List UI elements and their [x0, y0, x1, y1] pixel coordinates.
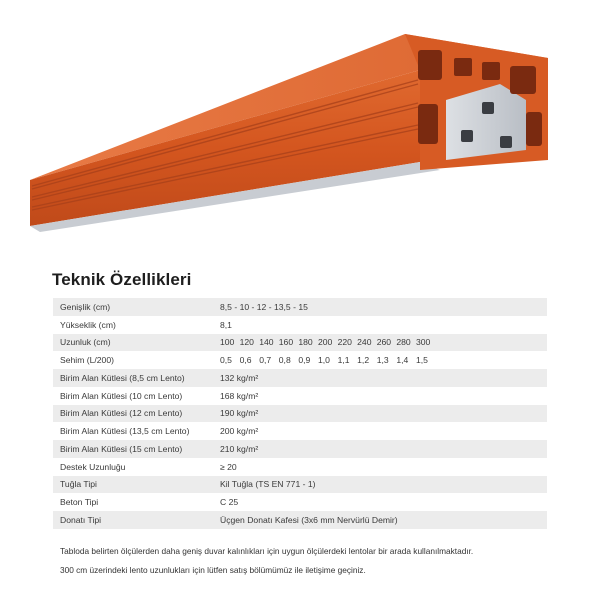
spec-value: 0,8	[278, 355, 291, 366]
spec-value: 260	[376, 337, 392, 348]
spec-label: Tuğla Tipi	[53, 476, 220, 494]
spec-value: 8,5 - 10 - 12 - 13,5 - 15	[220, 298, 547, 316]
table-row	[53, 422, 547, 440]
table-row	[53, 458, 547, 476]
footnote-contact-sales: 300 cm üzerindeki lento uzunlukları için lütfen satış bölümümüz ile iletişime geçiniz.	[60, 565, 366, 575]
spec-value: 100	[220, 337, 235, 348]
table-row	[53, 334, 547, 352]
footnote-wider-walls: Tabloda belirten ölçülerden daha geniş duvar kalınlıkları için uygun ölçülerdeki lentolar bir arada kullanılmaktadır.	[60, 546, 474, 556]
spec-value: 132 kg/m²	[220, 369, 547, 387]
spec-value: Üçgen Donatı Kafesi (3x6 mm Nervürlü Demir)	[220, 511, 547, 529]
spec-label: Genişlik (cm)	[53, 298, 220, 316]
table-row	[53, 351, 547, 369]
spec-value: 0,5	[220, 355, 232, 366]
table-row	[53, 298, 547, 316]
table-row	[53, 511, 547, 529]
table-row	[53, 369, 547, 387]
spec-value: 200	[317, 337, 333, 348]
spec-label: Birim Alan Kütlesi (15 cm Lento)	[53, 440, 220, 458]
spec-label: Yükseklik (cm)	[53, 316, 220, 334]
spec-table	[53, 298, 547, 529]
spec-value: 1,2	[357, 355, 370, 366]
spec-value: 210 kg/m²	[220, 440, 547, 458]
spec-value: 180	[298, 337, 313, 348]
spec-value: 0,7	[259, 355, 272, 366]
brick-lintel-illustration	[0, 0, 600, 250]
spec-label: Birim Alan Kütlesi (12 cm Lento)	[53, 405, 220, 423]
table-row	[53, 316, 547, 334]
spec-value: 300	[415, 337, 431, 348]
spec-label: Destek Uzunluğu	[53, 458, 220, 476]
spec-value: 200 kg/m²	[220, 422, 547, 440]
spec-value: 1,1	[337, 355, 350, 366]
table-row	[53, 476, 547, 494]
spec-value: 8,1	[220, 316, 547, 334]
spec-label: Birim Alan Kütlesi (13,5 cm Lento)	[53, 422, 220, 440]
spec-value: 120	[239, 337, 254, 348]
spec-label: Birim Alan Kütlesi (10 cm Lento)	[53, 387, 220, 405]
spec-value: 0,6	[239, 355, 252, 366]
spec-value: 220	[337, 337, 352, 348]
uzunluk-values	[220, 337, 547, 347]
spec-value: 0,9	[298, 355, 311, 366]
table-row	[53, 387, 547, 405]
sehim-values	[220, 355, 547, 365]
spec-value: 190 kg/m²	[220, 405, 547, 423]
spec-value: 1,5	[415, 355, 428, 366]
spec-label: Sehim (L/200)	[53, 351, 220, 369]
spec-label: Uzunluk (cm)	[53, 334, 220, 352]
spec-value: C 25	[220, 493, 547, 511]
table-row	[53, 493, 547, 511]
spec-value: 240	[357, 337, 372, 348]
spec-value: 1,0	[317, 355, 330, 366]
table-row	[53, 405, 547, 423]
spec-label: Beton Tipi	[53, 493, 220, 511]
spec-value: 140	[259, 337, 274, 348]
spec-value: ≥ 20	[220, 458, 547, 476]
table-row	[53, 440, 547, 458]
spec-value: 1,3	[376, 355, 389, 366]
spec-value: 280	[396, 337, 411, 348]
spec-label: Birim Alan Kütlesi (8,5 cm Lento)	[53, 369, 220, 387]
spec-value: 168 kg/m²	[220, 387, 547, 405]
spec-label: Donatı Tipi	[53, 511, 220, 529]
spec-value: 160	[278, 337, 294, 348]
spec-value: 1,4	[396, 355, 409, 366]
page-title: Teknik Özellikleri	[52, 270, 192, 289]
spec-value: Kil Tuğla (TS EN 771 - 1)	[220, 476, 547, 494]
